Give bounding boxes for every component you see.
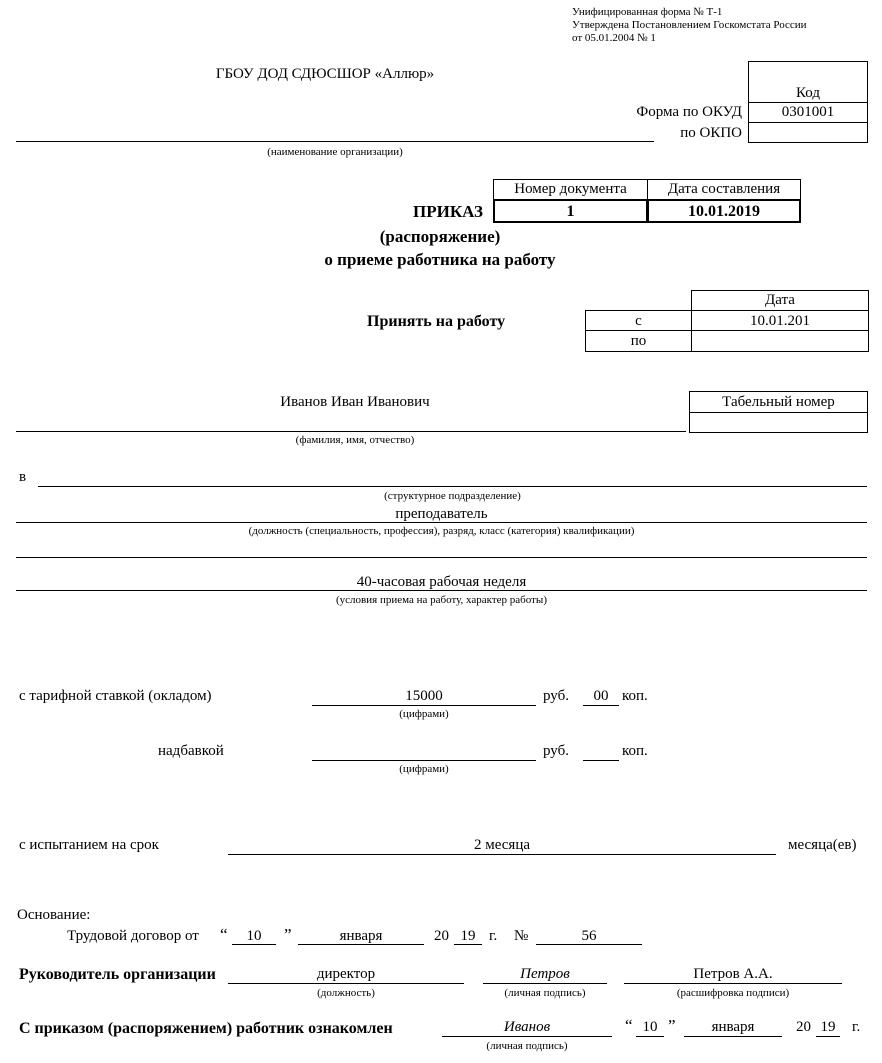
form-note-line1: Унифицированная форма № Т-1: [572, 6, 723, 18]
hire-date-header: Дата: [691, 290, 869, 311]
contract-month: января: [339, 928, 383, 944]
employee-name-caption: (фамилия, имя, отчество): [295, 434, 415, 446]
order-title: ПРИКАЗ: [413, 202, 483, 221]
tab-number-header: Табельный номер: [689, 391, 868, 413]
order-subtitle: (распоряжение): [379, 227, 501, 246]
head-position-line: [228, 983, 464, 984]
hire-to-value: [691, 330, 869, 352]
head-decoding: Петров А.А.: [693, 966, 773, 982]
contract-number-label: №: [514, 928, 529, 944]
salary-kop-value: 00: [593, 688, 609, 704]
department-prefix: в: [19, 469, 27, 485]
bonus-kop: коп.: [622, 743, 648, 759]
contract-number-line: [536, 944, 642, 945]
head-position: директор: [316, 966, 376, 982]
position-value: преподаватель: [395, 506, 488, 522]
contract-month-line: [298, 944, 424, 945]
salary-label: с тарифной ставкой (окладом): [19, 688, 212, 704]
organization-line: [16, 141, 654, 142]
position-caption: (должность (специальность, профессия), разряд, класс (категория) квалификации): [248, 525, 635, 537]
tab-number-value: [689, 412, 868, 433]
acquainted-month: января: [711, 1019, 755, 1035]
salary-caption: (цифрами): [399, 708, 449, 720]
acquainted-quote-close: ”: [668, 1016, 676, 1035]
probation-value: 2 месяца: [473, 837, 530, 853]
organization-caption: (наименование организации): [267, 146, 403, 158]
acquainted-year: 19: [820, 1019, 836, 1035]
hire-from-label: с: [585, 310, 692, 331]
head-decoding-line: [624, 983, 842, 984]
hire-from-value: 10.01.201: [691, 310, 869, 331]
hire-label: Принять на работу: [367, 313, 506, 330]
conditions-value: 40-часовая рабочая неделя: [356, 574, 527, 590]
codes-mid-line: [748, 122, 868, 123]
okud-value: 0301001: [781, 104, 835, 120]
acquainted-day: 10: [642, 1019, 658, 1035]
acquainted-label: С приказом (распоряжением) работник ознакомлен: [19, 1020, 393, 1037]
doc-number-value: 1: [493, 199, 648, 223]
conditions-line: [16, 590, 867, 591]
okud-label: Форма по ОКУД: [636, 104, 742, 120]
head-decoding-caption: (расшифровка подписи): [676, 987, 790, 999]
contract-number: 56: [581, 928, 597, 944]
head-label: Руководитель организации: [19, 966, 216, 983]
acquainted-quote-open: “: [625, 1016, 633, 1035]
acquainted-signature-line: [442, 1036, 612, 1037]
employee-name: Иванов Иван Иванович: [280, 394, 430, 410]
doc-number-header: Номер документа: [493, 179, 648, 200]
department-line: [38, 486, 867, 487]
probation-line: [228, 854, 776, 855]
salary-kop-line: [583, 705, 619, 706]
organization-name: ГБОУ ДОД СДЮСШОР «Аллюр»: [215, 66, 435, 82]
acquainted-year-suffix: г.: [852, 1019, 861, 1035]
acquainted-month-line: [684, 1036, 782, 1037]
bonus-rub: руб.: [543, 743, 569, 759]
acquainted-signature-caption: (личная подпись): [486, 1040, 568, 1052]
salary-value: 15000: [405, 688, 443, 704]
contract-year-line: [454, 944, 482, 945]
contract-day-line: [232, 944, 276, 945]
conditions-caption: (условия приема на работу, характер работы): [336, 594, 547, 606]
contract-quote-open: “: [220, 925, 228, 944]
form-note: [572, 6, 872, 45]
acquainted-day-line: [636, 1036, 664, 1037]
bonus-label: надбавкой: [158, 743, 224, 759]
form-note-line3: от 05.01.2004 № 1: [572, 32, 656, 44]
probation-label: с испытанием на срок: [19, 837, 159, 853]
head-signature-caption: (личная подпись): [504, 987, 586, 999]
probation-unit: месяца(ев): [788, 837, 857, 853]
contract-year-prefix: 20: [434, 928, 449, 944]
codes-header: Код: [796, 85, 820, 101]
bonus-caption: (цифрами): [399, 763, 449, 775]
department-caption: (структурное подразделение): [384, 490, 521, 502]
hire-to-label: по: [585, 330, 692, 352]
contract-label: Трудовой договор от: [67, 928, 199, 944]
form-note-line2: Утверждена Постановлением Госкомстата России: [572, 19, 807, 31]
contract-year-suffix: г.: [489, 928, 498, 944]
employee-name-line: [16, 431, 686, 432]
salary-line: [312, 705, 536, 706]
doc-date-header: Дата составления: [647, 179, 801, 200]
bonus-line: [312, 760, 536, 761]
codes-header-line: [748, 102, 868, 103]
basis-label: Основание:: [17, 907, 91, 923]
acquainted-signature: Иванов: [503, 1019, 551, 1035]
order-about: о приеме работника на работу: [324, 250, 556, 269]
position-extra-line: [16, 557, 867, 558]
head-position-caption: (должность): [317, 987, 375, 999]
contract-day: 10: [246, 928, 262, 944]
salary-rub: руб.: [543, 688, 569, 704]
doc-date-value: 10.01.2019: [647, 199, 801, 223]
salary-kop: коп.: [622, 688, 648, 704]
head-signature-line: [483, 983, 607, 984]
bonus-kop-line: [583, 760, 619, 761]
contract-quote-close: ”: [284, 925, 292, 944]
position-line: [16, 522, 867, 523]
acquainted-year-line: [816, 1036, 840, 1037]
contract-year: 19: [460, 928, 476, 944]
head-signature: Петров: [520, 966, 570, 982]
okpo-label: по ОКПО: [680, 125, 742, 141]
acquainted-year-prefix: 20: [796, 1019, 811, 1035]
